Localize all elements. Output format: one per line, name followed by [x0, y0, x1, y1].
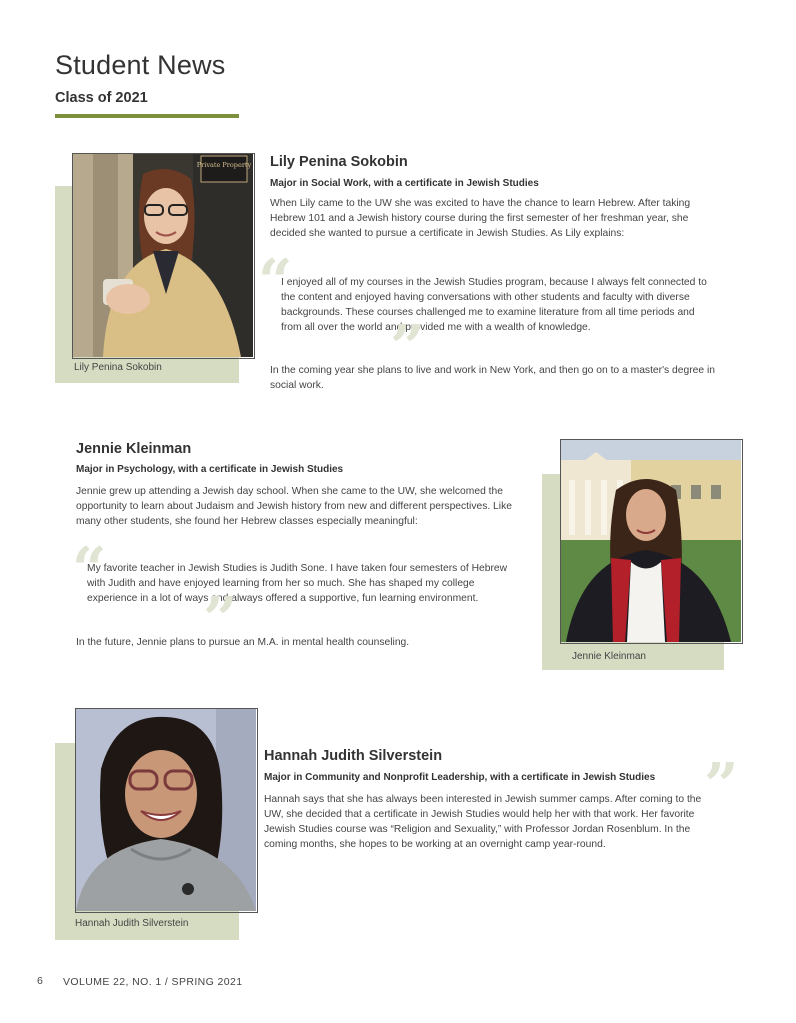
close-quote-icon: ” [390, 313, 425, 383]
page-subtitle: Class of 2021 [55, 90, 148, 106]
open-quote-icon: “ [72, 535, 107, 605]
photo-lily-illustration [73, 154, 253, 357]
student-quote: My favorite teacher in Jewish Studies is Judith Sone. I have taken four semesters of Hebrew with Judith and have enjoyed learning from her so much. She has shaped my college experience in a lot of ways and always offered a supportive, fun learning environment. [87, 563, 508, 604]
issue-info: VOLUME 22, NO. 1 / SPRING 2021 [63, 976, 243, 988]
photo-caption: Hannah Judith Silverstein [75, 918, 189, 929]
student-intro: When Lily came to the UW she was excited to have the chance to learn Hebrew. After taking Hebrew 101 and a Jewish history course during the first semester of her freshman year, she decided she wanted to pursue a certificate in Jewish Studies. As Lily explains: [270, 198, 691, 239]
student-intro: Jennie grew up attending a Jewish day school. When she came to the UW, she welcomed the opportunity to learn about Judaism and Jewish history from new and different perspectives. Like many other students, she found her Hebrew classes especially meaningful: [76, 486, 512, 527]
student-major: Major in Community and Nonprofit Leadership, with a certificate in Jewish Studies [264, 772, 656, 783]
student-name: Hannah Judith Silverstein [264, 748, 443, 764]
photo-hannah-illustration [76, 709, 256, 911]
student-intro: Hannah says that she has always been interested in Jewish summer camps. After coming to the UW, she decided that a certificate in Jewish Studies would help her with that work. Her favorite Jewish Studies course was “Religion and Sexuality,” with Professor Jordan Rosenblum. In the coming months, she hopes to be working at an overnight camp year-round. [264, 794, 702, 850]
photo-jennie-illustration [561, 440, 741, 642]
student-name: Lily Penina Sokobin [270, 154, 408, 170]
student-outro: In the future, Jennie plans to pursue an M.A. in mental health counseling. [76, 637, 410, 648]
photo-caption: Jennie Kleinman [572, 651, 646, 662]
close-quote-icon: ” [704, 751, 739, 821]
photo-caption: Lily Penina Sokobin [74, 362, 162, 373]
open-quote-icon: “ [258, 247, 293, 317]
student-name: Jennie Kleinman [76, 441, 192, 457]
student-photo-jennie [560, 439, 743, 644]
student-outro: In the coming year she plans to live and work in New York, and then go on to a master's degree in social work. [270, 365, 715, 391]
title-underline [55, 114, 239, 118]
student-major: Major in Social Work, with a certificate in Jewish Studies [270, 178, 539, 189]
close-quote-icon: ” [203, 585, 238, 655]
page-number: 6 [37, 975, 44, 987]
sign-text: Private Property [196, 161, 252, 169]
page-title: Student News [55, 50, 226, 80]
student-major: Major in Psychology, with a certificate in Jewish Studies [76, 464, 344, 475]
student-photo-hannah [75, 708, 258, 913]
student-quote: I enjoyed all of my courses in the Jewish Studies program, because I always felt connected to the content and enjoyed having conversations with other students and faculty with diverse backgrounds. These courses challenged me to examine literature from all time periods and from all over the world and provided me with a wealth of knowledge. [281, 277, 707, 333]
student-photo-lily [72, 153, 255, 359]
